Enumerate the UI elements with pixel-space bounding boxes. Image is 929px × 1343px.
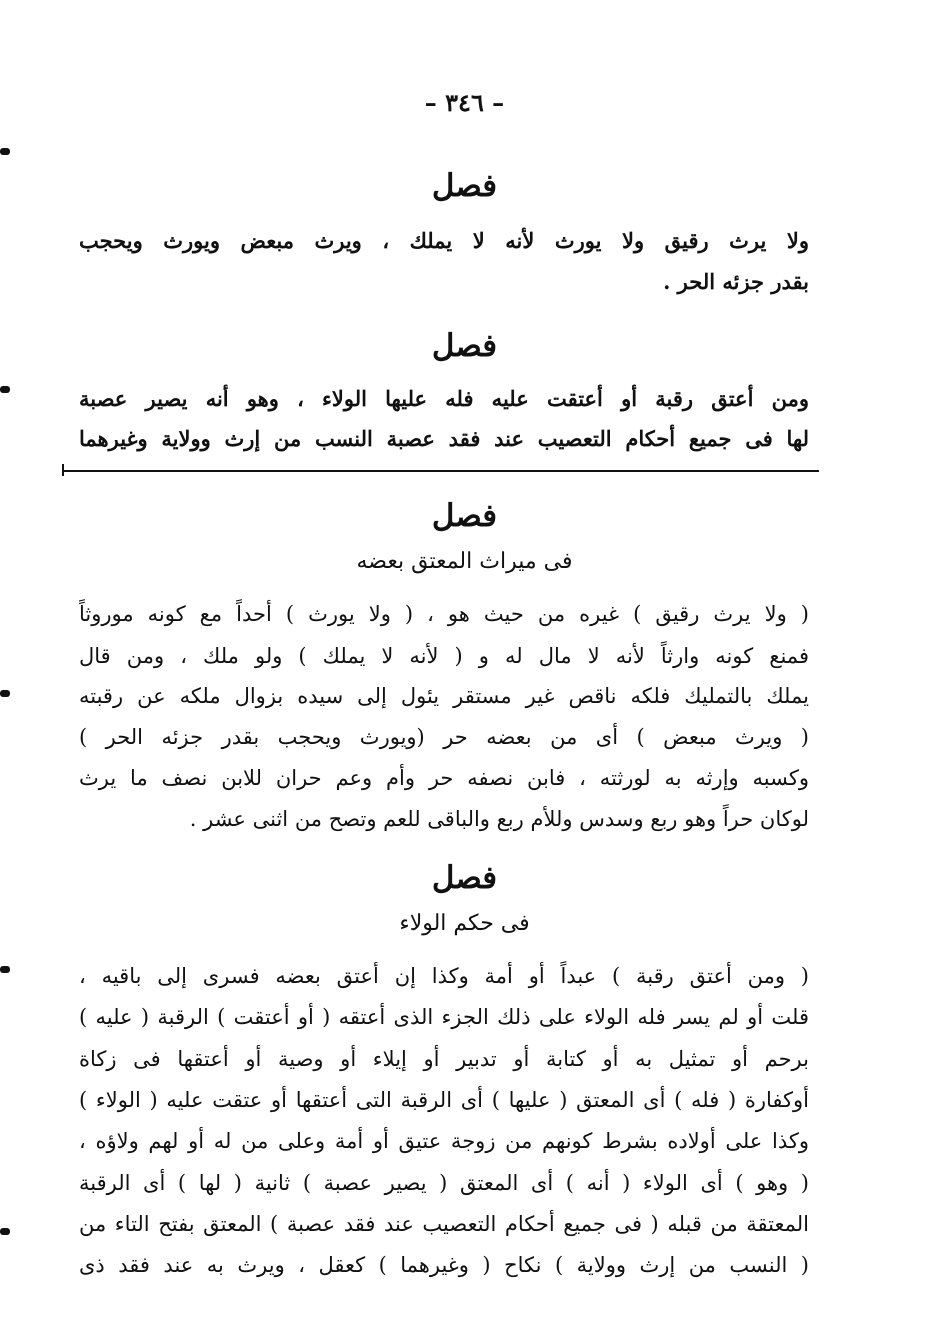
text-line: ( النسب من إرث وولاية ) نكاح ( وغيرهما ) كعقل ، ويرث به عند فقد ذى xyxy=(79,1253,809,1277)
text-line: ( وهو ) أى الولاء ( أنه ) أى المعتق ( يصير عصبة ) ثانية ( لها ) أى الرقبة xyxy=(79,1171,809,1195)
section-heading: فصل xyxy=(431,498,498,534)
margin-mark xyxy=(0,386,10,393)
margin-mark xyxy=(0,690,10,697)
text-line: لها فى جميع أحكام التعصيب عند فقد عصبة النسب من إرث وولاية وغيرهما xyxy=(79,426,809,451)
text-line: وكذا على أولاده بشرط كونهم من زوجة عتيق أو أمة وعلى من له أو لهم ولاؤه ، xyxy=(79,1129,809,1153)
text-line: أوكفارة ( فله ) أى المعتق ( عليها ) أى الرقبة التى أعتقها أو عتقت عليه ( الولاء ) xyxy=(79,1088,809,1112)
text-line: لوكان حراً وهو ربع وسدس وللأم ربع والباقى للعم وتصح من اثنى عشر . xyxy=(189,807,809,831)
section-heading: فصل xyxy=(431,860,498,896)
margin-mark xyxy=(0,148,10,155)
margin-mark xyxy=(0,1228,10,1235)
divider-tick xyxy=(62,464,64,476)
text-line: فمنع كونه وارثاً لأنه لا مال له و ( لأنه لا يملك ) ولو ملك ، ومن قال xyxy=(79,644,809,668)
page-number: – ٣٤٦ – xyxy=(424,88,505,117)
text-line: ( ومن أعتق رقبة ) عبداً أو أمة وكذا إن أعتق بعضه فسرى إلى باقيه ، xyxy=(79,964,809,988)
text-line: المعتقة من قبله ( فى جميع أحكام التعصيب عند فقد عصبة ) المعتق بفتح التاء من xyxy=(79,1212,809,1236)
section-heading: فصل xyxy=(431,168,498,204)
text-line: ومن أعتق رقبة أو أعتقت عليه فله عليها الولاء ، وهو أنه يصير عصبة xyxy=(79,386,809,411)
footnote-divider xyxy=(62,470,819,472)
section-subheading: فى ميراث المعتق بعضه xyxy=(356,549,573,574)
margin-mark xyxy=(0,966,10,973)
text-line: ولا يرث رقيق ولا يورث لأنه لا يملك ، ويرث مبعض ويورث ويحجب xyxy=(79,228,809,253)
section-subheading: فى حكم الولاء xyxy=(399,911,530,936)
text-line: وكسبه وإرثه به لورثته ، فابن نصفه حر وأم وعم حران للابن نصف ما يرث xyxy=(79,766,809,790)
text-line: ( ولا يرث رقيق ) غيره من حيث هو ، ( ولا يورث ) أحداً مع كونه موروثاً xyxy=(79,602,809,626)
text-line: ( ويرث مبعض ) أى من بعضه حر (ويورث ويحجب بقدر جزئه الحر ) xyxy=(79,725,809,749)
text-line: يملك بالتمليك فلكه ناقص غير مستقر يئول إلى سيده بزوال ملكه عن رقبته xyxy=(79,684,809,708)
text-line: برحم أو تمثيل به أو كتابة أو تدبير أو إيلاء أو وصية أو أعتقها فى زكاة xyxy=(79,1047,809,1071)
section-heading: فصل xyxy=(431,328,498,364)
text-line: قلت أو لم يسر فله الولاء على ذلك الجزء الذى أعتقه ( أو أعتقت ) الرقبة ( عليه ) xyxy=(79,1005,809,1029)
text-line: بقدر جزئه الحر . xyxy=(663,269,809,294)
